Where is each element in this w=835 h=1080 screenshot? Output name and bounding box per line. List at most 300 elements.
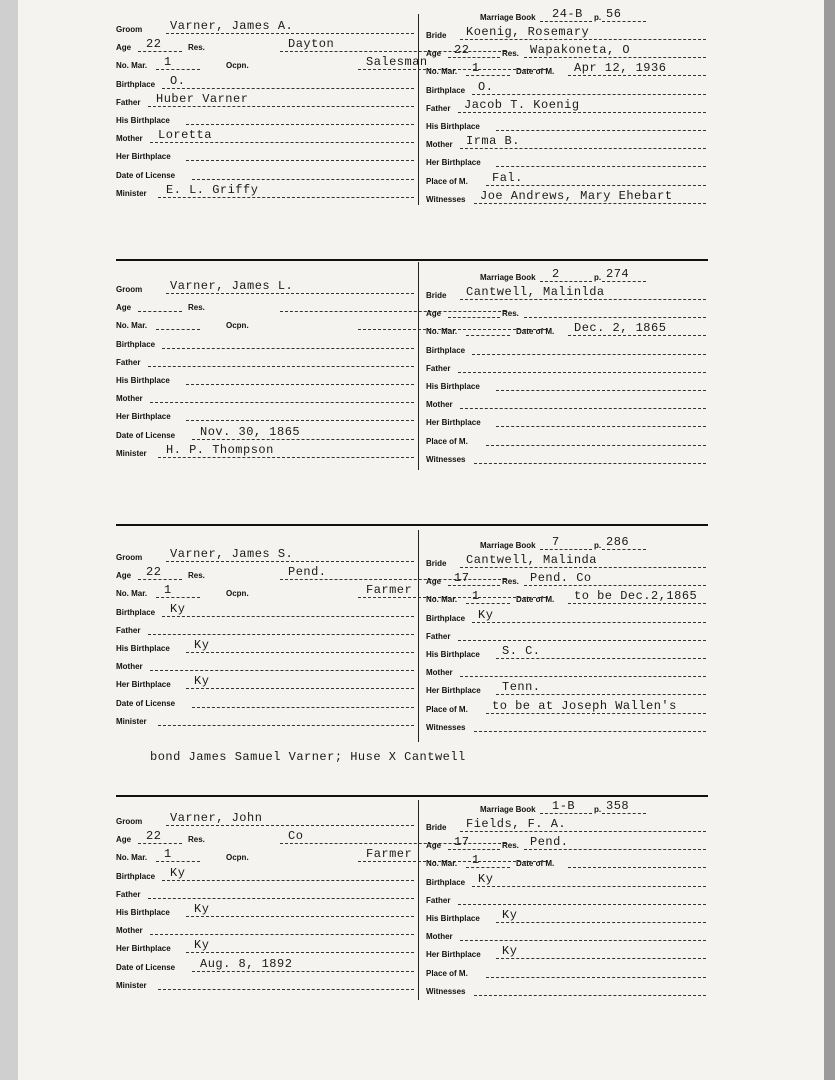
label-father: Father — [426, 103, 451, 113]
fill-line — [474, 463, 706, 464]
bride-row — [426, 698, 706, 716]
record-separator — [116, 795, 708, 797]
label-res: Res. — [502, 49, 519, 59]
bride-row — [426, 170, 706, 188]
fill-line — [162, 348, 414, 349]
groom-row — [116, 333, 414, 351]
groom-age: 22 — [146, 565, 162, 580]
label-date-of-m: Date of M. — [516, 67, 555, 77]
fill-line — [138, 843, 182, 844]
fill-line — [496, 922, 706, 923]
label-age: Age — [426, 841, 442, 851]
marriage-record — [116, 535, 706, 764]
bride-her-birthplace: Tenn. — [502, 680, 541, 695]
fill-line — [460, 39, 706, 40]
fill-line — [156, 329, 200, 330]
fill-line — [460, 940, 706, 941]
fill-line — [602, 813, 646, 814]
groom-row — [116, 278, 414, 296]
label-res: Res. — [188, 303, 205, 313]
fill-line — [156, 597, 200, 598]
fill-line — [540, 549, 592, 550]
label-marriage-book: Marriage Book — [480, 805, 536, 814]
label-mother: Mother — [116, 926, 143, 936]
fill-line — [568, 603, 706, 604]
fill-line — [540, 21, 592, 22]
fill-line — [166, 33, 414, 34]
bride-row — [426, 97, 706, 115]
label-minister: Minister — [116, 980, 147, 990]
fill-line — [496, 166, 706, 167]
label-father: Father — [426, 631, 451, 641]
label-place-of-m: Place of M. — [426, 176, 468, 186]
fill-line — [186, 952, 414, 953]
bride-row — [426, 115, 706, 133]
groom-row — [116, 655, 414, 673]
label-place-of-m: Place of M. — [426, 968, 468, 978]
bride-row — [426, 852, 706, 870]
bride-place-of-m: Fal. — [492, 170, 523, 185]
fill-line — [486, 445, 706, 446]
label-her-birthplace: Her Birthplace — [426, 686, 481, 696]
groom-ocpn: Salesman — [366, 55, 428, 70]
groom-name: Varner, James S. — [170, 547, 294, 561]
marriage-book-row — [426, 6, 706, 24]
fill-line — [186, 160, 414, 161]
record-separator — [116, 524, 708, 526]
bride-row — [426, 24, 706, 42]
groom-res: Pend. — [288, 565, 327, 580]
bride-row — [426, 871, 706, 889]
groom-row — [116, 73, 414, 91]
label-p: p. — [594, 805, 602, 814]
bride-res: Pend. — [530, 835, 569, 850]
bride-age: 17 — [454, 835, 470, 850]
fill-line — [448, 317, 500, 318]
label-no-mar: No. Mar. — [116, 853, 148, 863]
fill-line — [186, 384, 414, 385]
label-her-birthplace: Her Birthplace — [116, 412, 171, 422]
marriage-book-number: 1-B — [552, 799, 576, 813]
label-birthplace: Birthplace — [116, 79, 156, 89]
fill-line — [166, 825, 414, 826]
label-age: Age — [116, 835, 132, 845]
bride-row — [426, 816, 706, 834]
fill-line — [186, 124, 414, 125]
groom-row — [116, 673, 414, 691]
fill-line — [496, 958, 706, 959]
label-date-of-m: Date of M. — [516, 595, 555, 605]
bride-name: Cantwell, Malinlda — [466, 285, 605, 299]
label-groom: Groom — [116, 25, 143, 34]
fill-line — [150, 402, 414, 403]
label-date-of-license: Date of License — [116, 962, 176, 972]
fill-line — [448, 849, 500, 850]
label-no-mar: No. Mar. — [116, 321, 148, 331]
groom-row — [116, 296, 414, 314]
label-groom: Groom — [116, 553, 143, 562]
label-birthplace: Birthplace — [426, 345, 466, 355]
label-date-of-license: Date of License — [116, 430, 176, 440]
groom-row — [116, 956, 414, 974]
label-minister: Minister — [116, 448, 147, 458]
marriage-book-page: 286 — [606, 535, 630, 549]
fill-line — [540, 813, 592, 814]
fill-line — [186, 652, 414, 653]
groom-name: Varner, James L. — [170, 279, 294, 293]
bride-row — [426, 570, 706, 588]
fill-line — [458, 904, 706, 905]
label-date-of-m: Date of M. — [516, 859, 555, 869]
groom-no-mar: 1 — [164, 847, 172, 862]
fill-line — [474, 203, 706, 204]
bride-row — [426, 284, 706, 302]
groom-res: Co — [288, 829, 304, 844]
bride-row — [426, 925, 706, 943]
fill-line — [466, 75, 510, 76]
bond-note: bond James Samuel Varner; Huse X Cantwell — [150, 750, 466, 764]
groom-date-of-license: Aug. 8, 1892 — [200, 956, 293, 971]
groom-row — [116, 405, 414, 423]
fill-line — [148, 898, 414, 899]
label-age: Age — [426, 49, 442, 59]
label-father: Father — [116, 625, 141, 635]
label-age: Age — [116, 303, 132, 313]
groom-row — [116, 883, 414, 901]
label-witnesses: Witnesses — [426, 194, 466, 204]
fill-line — [602, 281, 646, 282]
fill-line — [158, 989, 414, 990]
groom-her-birthplace: Ky — [194, 674, 210, 689]
fill-line — [162, 880, 414, 881]
bride-date-of-m: Apr 12, 1936 — [574, 61, 667, 76]
bride-witnesses: Joe Andrews, Mary Ehebart — [480, 188, 673, 203]
fill-line — [474, 731, 706, 732]
label-age: Age — [426, 577, 442, 587]
groom-row — [116, 865, 414, 883]
label-groom: Groom — [116, 285, 143, 294]
bride-no-mar: 1 — [472, 853, 480, 868]
groom-row — [116, 710, 414, 728]
bride-row — [426, 151, 706, 169]
bride-res: Wapakoneta, O — [530, 43, 631, 58]
label-age: Age — [116, 43, 132, 53]
bride-row — [426, 943, 706, 961]
groom-row — [116, 582, 414, 600]
groom-row — [116, 901, 414, 919]
fill-line — [460, 408, 706, 409]
label-minister: Minister — [116, 716, 147, 726]
bride-row — [426, 625, 706, 643]
label-her-birthplace: Her Birthplace — [116, 944, 171, 954]
marriage-book-row — [426, 798, 706, 816]
fill-line — [148, 106, 414, 107]
label-res: Res. — [188, 571, 205, 581]
label-birthplace: Birthplace — [116, 339, 156, 349]
fill-line — [186, 916, 414, 917]
bride-row — [426, 42, 706, 60]
bride-row — [426, 643, 706, 661]
groom-row — [116, 846, 414, 864]
bride-age: 22 — [454, 43, 470, 58]
label-marriage-book: Marriage Book — [480, 13, 536, 22]
bride-place-of-m: to be at Joseph Wallen's — [492, 698, 677, 713]
fill-line — [156, 69, 200, 70]
groom-ocpn: Farmer — [366, 583, 413, 598]
bride-row — [426, 907, 706, 925]
bride-row — [426, 679, 706, 697]
label-no-mar: No. Mar. — [116, 589, 148, 599]
label-birthplace: Birthplace — [426, 613, 466, 623]
fill-line — [458, 112, 706, 113]
label-ocpn: Ocpn. — [226, 321, 249, 331]
label-birthplace: Birthplace — [116, 871, 156, 881]
bride-res: Pend. Co — [530, 571, 592, 586]
label-no-mar: No. Mar. — [116, 61, 148, 71]
scan-right-edge — [824, 0, 835, 1080]
fill-line — [466, 335, 510, 336]
groom-row — [116, 54, 428, 72]
bride-name: Fields, F. A. — [466, 817, 567, 831]
bride-row — [426, 302, 706, 320]
fill-line — [150, 934, 414, 935]
label-res: Res. — [502, 841, 519, 851]
fill-line — [148, 366, 414, 367]
fill-line — [448, 57, 500, 58]
bride-no-mar: 1 — [472, 61, 480, 76]
label-groom: Groom — [116, 817, 143, 826]
label-res: Res. — [502, 577, 519, 587]
label-date-of-license: Date of License — [116, 170, 176, 180]
label-ocpn: Ocpn. — [226, 61, 249, 71]
label-mother: Mother — [426, 400, 453, 410]
bride-row — [426, 375, 706, 393]
label-his-birthplace: His Birthplace — [426, 122, 480, 131]
groom-name: Varner, James A. — [170, 19, 294, 33]
label-her-birthplace: Her Birthplace — [426, 950, 481, 960]
fill-line — [460, 676, 706, 677]
fill-line — [472, 354, 706, 355]
label-minister: Minister — [116, 188, 147, 198]
label-father: Father — [426, 895, 451, 905]
groom-birthplace: O. — [170, 73, 186, 88]
groom-birthplace: Ky — [170, 865, 186, 880]
groom-row — [116, 36, 414, 54]
bride-her-birthplace: Ky — [502, 944, 518, 959]
marriage-book-page: 56 — [606, 7, 622, 21]
groom-res: Dayton — [288, 37, 335, 52]
groom-row — [116, 937, 414, 955]
label-no-mar: No. Mar. — [426, 327, 458, 337]
label-bride: Bride — [426, 823, 447, 832]
fill-line — [460, 831, 706, 832]
fill-line — [166, 561, 414, 562]
marriage-book-page: 274 — [606, 267, 630, 281]
bride-row — [426, 411, 706, 429]
fill-line — [458, 372, 706, 373]
groom-his-birthplace: Ky — [194, 902, 210, 916]
fill-line — [472, 622, 706, 623]
fill-line — [568, 335, 706, 336]
bride-row — [426, 834, 706, 852]
bride-row — [426, 320, 706, 338]
record-separator — [116, 259, 708, 261]
groom-row — [116, 109, 414, 127]
label-no-mar: No. Mar. — [426, 859, 458, 869]
bride-date-of-m: to be Dec.2,1865 — [574, 589, 698, 604]
bride-date-of-m: Dec. 2, 1865 — [574, 321, 667, 336]
label-witnesses: Witnesses — [426, 722, 466, 732]
fill-line — [486, 713, 706, 714]
bride-birthplace: Ky — [478, 607, 494, 622]
fill-line — [496, 694, 706, 695]
groom-row — [116, 424, 414, 442]
groom-row — [116, 442, 414, 460]
groom-no-mar: 1 — [164, 55, 172, 70]
bride-no-mar: 1 — [472, 589, 480, 604]
label-his-birthplace: His Birthplace — [116, 908, 170, 917]
fill-line — [158, 725, 414, 726]
label-father: Father — [116, 357, 141, 367]
groom-mother: Loretta — [158, 128, 212, 143]
label-witnesses: Witnesses — [426, 454, 466, 464]
marriage-book-number: 2 — [552, 267, 560, 281]
label-p: p. — [594, 541, 602, 550]
fill-line — [138, 51, 182, 52]
fill-line — [496, 130, 706, 131]
bride-row — [426, 430, 706, 448]
fill-line — [150, 670, 414, 671]
label-father: Father — [116, 97, 141, 107]
label-birthplace: Birthplace — [426, 877, 466, 887]
groom-age: 22 — [146, 37, 162, 52]
fill-line — [458, 640, 706, 641]
groom-birthplace: Ky — [170, 601, 186, 616]
fill-line — [448, 585, 500, 586]
bride-row — [426, 79, 706, 97]
bride-row — [426, 133, 706, 151]
groom-row — [116, 546, 414, 564]
bride-row — [426, 60, 706, 78]
label-witnesses: Witnesses — [426, 986, 466, 996]
groom-row — [116, 564, 414, 582]
groom-row — [116, 369, 414, 387]
fill-line — [138, 579, 182, 580]
groom-row — [116, 164, 414, 182]
groom-no-mar: 1 — [164, 583, 172, 598]
groom-minister: H. P. Thompson — [166, 442, 274, 457]
bride-row — [426, 339, 706, 357]
label-no-mar: No. Mar. — [426, 67, 458, 77]
groom-row — [116, 351, 414, 369]
marriage-record — [116, 800, 706, 1000]
label-mother: Mother — [426, 932, 453, 942]
bride-mother: Irma B. — [466, 134, 520, 149]
label-mother: Mother — [116, 134, 143, 144]
fill-line — [486, 977, 706, 978]
bride-name: Cantwell, Malinda — [466, 553, 597, 567]
groom-father: Huber Varner — [156, 91, 249, 106]
fill-line — [524, 57, 706, 58]
fill-line — [192, 439, 414, 440]
label-mother: Mother — [116, 394, 143, 404]
label-her-birthplace: Her Birthplace — [116, 680, 171, 690]
label-her-birthplace: Her Birthplace — [426, 158, 481, 168]
label-birthplace: Birthplace — [426, 85, 466, 95]
bride-row — [426, 552, 706, 570]
label-father: Father — [426, 363, 451, 373]
label-p: p. — [594, 13, 602, 22]
groom-row — [116, 637, 414, 655]
label-date-of-m: Date of M. — [516, 327, 555, 337]
groom-minister: E. L. Griffy — [166, 182, 259, 197]
fill-line — [158, 197, 414, 198]
bride-age: 17 — [454, 571, 470, 586]
label-bride: Bride — [426, 559, 447, 568]
groom-row — [116, 810, 414, 828]
groom-her-birthplace: Ky — [194, 938, 210, 953]
bride-his-birthplace: Ky — [502, 908, 518, 922]
fill-line — [460, 299, 706, 300]
fill-line — [472, 886, 706, 887]
groom-row — [116, 182, 414, 200]
label-p: p. — [594, 273, 602, 282]
groom-date-of-license: Nov. 30, 1865 — [200, 424, 301, 439]
fill-line — [186, 420, 414, 421]
fill-line — [156, 861, 200, 862]
groom-row — [116, 314, 414, 332]
groom-row — [116, 974, 414, 992]
groom-row — [116, 18, 414, 36]
bride-row — [426, 393, 706, 411]
label-age: Age — [426, 309, 442, 319]
fill-line — [466, 867, 510, 868]
label-his-birthplace: His Birthplace — [426, 914, 480, 923]
marriage-book-row — [426, 266, 706, 284]
fill-line — [192, 179, 414, 180]
fill-line — [524, 849, 706, 850]
label-his-birthplace: His Birthplace — [116, 644, 170, 653]
bride-father: Jacob T. Koenig — [464, 97, 580, 112]
label-place-of-m: Place of M. — [426, 436, 468, 446]
bride-row — [426, 357, 706, 375]
fill-line — [138, 311, 182, 312]
fill-line — [540, 281, 592, 282]
label-her-birthplace: Her Birthplace — [116, 152, 171, 162]
groom-row — [116, 601, 414, 619]
bride-row — [426, 980, 706, 998]
label-no-mar: No. Mar. — [426, 595, 458, 605]
label-his-birthplace: His Birthplace — [116, 116, 170, 125]
bride-row — [426, 889, 706, 907]
fill-line — [474, 995, 706, 996]
bride-birthplace: O. — [478, 79, 494, 94]
label-bride: Bride — [426, 31, 447, 40]
bride-his-birthplace: S. C. — [502, 644, 541, 658]
groom-name: Varner, John — [170, 811, 263, 825]
groom-row — [116, 919, 414, 937]
fill-line — [186, 688, 414, 689]
fill-line — [568, 867, 706, 868]
bride-row — [426, 448, 706, 466]
label-date-of-license: Date of License — [116, 698, 176, 708]
marriage-record — [116, 268, 706, 468]
fill-line — [460, 567, 706, 568]
label-ocpn: Ocpn. — [226, 589, 249, 599]
label-marriage-book: Marriage Book — [480, 541, 536, 550]
label-res: Res. — [188, 43, 205, 53]
bride-name: Koenig, Rosemary — [466, 25, 590, 39]
